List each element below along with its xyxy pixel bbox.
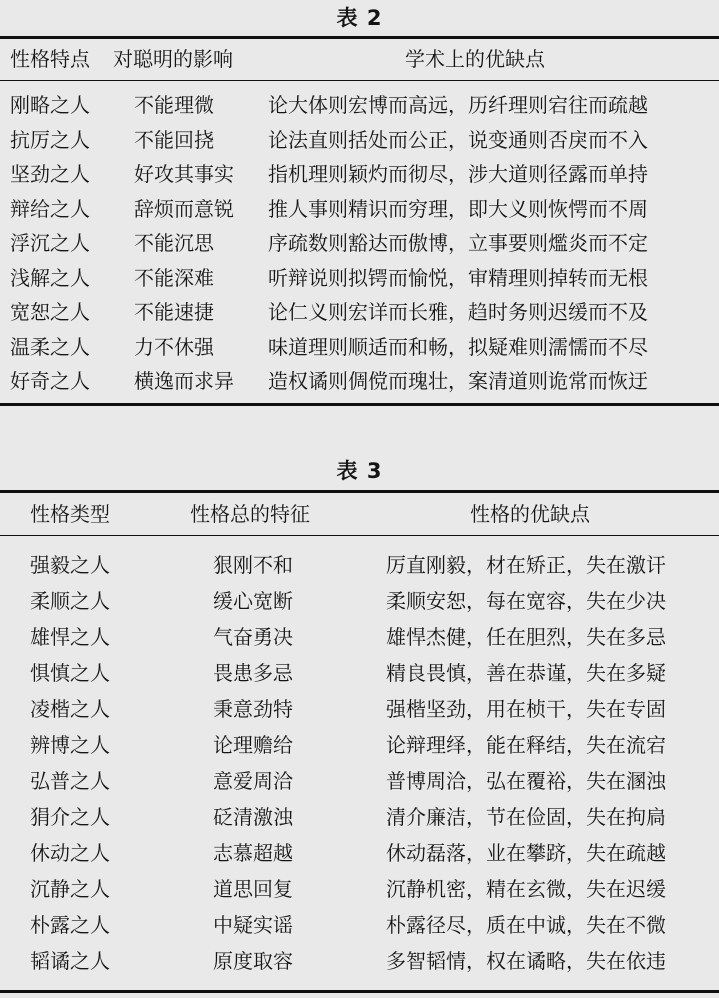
table-cell: 志慕超越 xyxy=(213,841,293,865)
table-3-row xyxy=(0,692,719,726)
table-cell: 强楷坚劲，用在桢干，失在专固 xyxy=(386,697,666,721)
table-cell: 狷介之人 xyxy=(30,805,110,829)
table-cell: 沉静之人 xyxy=(30,877,110,901)
table-cell: 论大体则宏博而高远，历纤理则宕往而疏越 xyxy=(268,93,648,117)
table-cell: 序疏数则豁达而傲博，立事要则爁炎而不定 xyxy=(268,231,648,255)
table-cell: 砭清激浊 xyxy=(213,805,293,829)
table-2-row xyxy=(0,123,719,157)
table-3-row xyxy=(0,800,719,834)
table-cell: 意爱周洽 xyxy=(213,769,293,793)
table-cell: 不能深难 xyxy=(134,265,214,290)
table-cell: 休动之人 xyxy=(30,841,110,865)
table-2-header-rule xyxy=(0,80,719,81)
table-3-row xyxy=(0,764,719,798)
table-3-row xyxy=(0,656,719,690)
table-cell: 力不休强 xyxy=(134,334,214,359)
table-cell: 味道理则顺适而和畅，拟疑难则濡懦而不尽 xyxy=(268,334,648,359)
table-cell: 畏患多忌 xyxy=(213,661,293,685)
table-2-caption: 表 2 xyxy=(336,6,383,30)
table-cell: 抗厉之人 xyxy=(10,127,90,152)
table-cell: 休动磊落，业在攀跻，失在疏越 xyxy=(386,841,666,865)
table-cell: 清介廉洁，节在俭固，失在拘扃 xyxy=(386,805,666,829)
table-3-bottom-rule xyxy=(0,990,719,993)
table-3-row xyxy=(0,620,719,654)
table-2-row xyxy=(0,364,719,398)
table-cell: 雄悍杰健，任在胆烈，失在多忌 xyxy=(386,625,666,649)
table-3-caption: 表 3 xyxy=(336,459,383,483)
table-3-row xyxy=(0,836,719,870)
table-2-header-trait: 性格特点 xyxy=(10,47,90,71)
table-3-header-rule xyxy=(0,535,719,536)
table-cell: 指机理则颖灼而彻尽，涉大道则径露而单持 xyxy=(268,162,648,186)
table-cell: 道思回复 xyxy=(213,877,293,901)
table-cell: 不能理微 xyxy=(134,93,214,117)
table-cell: 论法直则括处而公正，说变通则否戾而不入 xyxy=(268,127,648,152)
table-3-header-feature: 性格总的特征 xyxy=(190,502,310,526)
table-2-row xyxy=(0,192,719,226)
table-3-row xyxy=(0,872,719,906)
table-2-row xyxy=(0,157,719,191)
table-3-header-merits: 性格的优缺点 xyxy=(470,502,590,526)
table-cell: 缓心宽断 xyxy=(213,589,293,613)
table-cell: 浮沉之人 xyxy=(10,231,90,255)
table-cell: 弘普之人 xyxy=(30,769,110,793)
table-cell: 辩给之人 xyxy=(10,196,90,221)
table-cell: 普博周洽，弘在覆裕，失在溷浊 xyxy=(386,769,666,793)
table-cell: 造权谲则倜傥而瑰壮，案清道则诡常而恢迂 xyxy=(268,369,648,393)
table-cell: 横逸而求异 xyxy=(134,369,234,393)
table-cell: 柔顺之人 xyxy=(30,589,110,613)
table-2-top-rule xyxy=(0,36,719,39)
table-cell: 好攻其事实 xyxy=(134,162,234,186)
table-cell: 好奇之人 xyxy=(10,369,90,393)
table-cell: 朴露径尽，质在中诚，失在不微 xyxy=(386,913,666,937)
table-cell: 柔顺安恕，每在宽容，失在少决 xyxy=(386,589,666,613)
table-cell: 凌楷之人 xyxy=(30,697,110,721)
table-3-header-type: 性格类型 xyxy=(30,502,110,526)
table-cell: 宽恕之人 xyxy=(10,300,90,324)
table-cell: 坚劲之人 xyxy=(10,162,90,186)
table-cell: 听辩说则拟锷而愉悦，审精理则掉转而无根 xyxy=(268,265,648,290)
table-cell: 辨博之人 xyxy=(30,733,110,757)
table-cell: 狠刚不和 xyxy=(213,553,293,577)
table-cell: 不能回挠 xyxy=(134,127,214,152)
table-3-row xyxy=(0,548,719,582)
table-cell: 论理赡给 xyxy=(213,733,293,757)
table-3-row xyxy=(0,584,719,618)
table-2-row xyxy=(0,261,719,295)
table-cell: 不能速捷 xyxy=(134,300,214,324)
table-cell: 论仁义则宏详而长雅，趋时务则迟缓而不及 xyxy=(268,300,648,324)
table-cell: 沉静机密，精在玄微，失在迟缓 xyxy=(386,877,666,901)
table-cell: 中疑实谣 xyxy=(213,913,293,937)
table-3-top-rule xyxy=(0,490,719,493)
table-cell: 辞烦而意锐 xyxy=(134,196,234,221)
table-cell: 多智韬情，权在谲略，失在依违 xyxy=(386,949,666,973)
table-3-row xyxy=(0,944,719,978)
table-cell: 推人事则精识而穷理，即大义则恢愕而不周 xyxy=(268,196,648,221)
table-cell: 朴露之人 xyxy=(30,913,110,937)
table-cell: 惧慎之人 xyxy=(30,661,110,685)
table-2-row xyxy=(0,88,719,122)
table-2-bottom-rule xyxy=(0,403,719,406)
table-cell: 原度取容 xyxy=(213,949,293,973)
table-2-header-merits: 学术上的优缺点 xyxy=(405,47,545,71)
table-cell: 韬谲之人 xyxy=(30,949,110,973)
table-cell: 气奋勇决 xyxy=(213,625,293,649)
table-2-row xyxy=(0,330,719,364)
table-3-row xyxy=(0,908,719,942)
table-cell: 论辩理绎，能在释结，失在流宕 xyxy=(386,733,666,757)
table-3-row xyxy=(0,728,719,762)
table-2-row xyxy=(0,226,719,260)
table-2-header-influence: 对聪明的影响 xyxy=(113,47,233,71)
table-cell: 精良畏慎，善在恭谨，失在多疑 xyxy=(386,661,666,685)
table-cell: 浅解之人 xyxy=(10,265,90,290)
table-cell: 雄悍之人 xyxy=(30,625,110,649)
table-cell: 不能沉思 xyxy=(134,231,214,255)
table-cell: 温柔之人 xyxy=(10,334,90,359)
table-cell: 刚略之人 xyxy=(10,93,90,117)
table-cell: 秉意劲特 xyxy=(213,697,293,721)
table-2-header-row xyxy=(0,42,719,76)
table-2-row xyxy=(0,295,719,329)
table-cell: 厉直刚毅，材在矫正，失在激讦 xyxy=(386,553,666,577)
table-3-header-row xyxy=(0,497,719,531)
table-cell: 强毅之人 xyxy=(30,553,110,577)
